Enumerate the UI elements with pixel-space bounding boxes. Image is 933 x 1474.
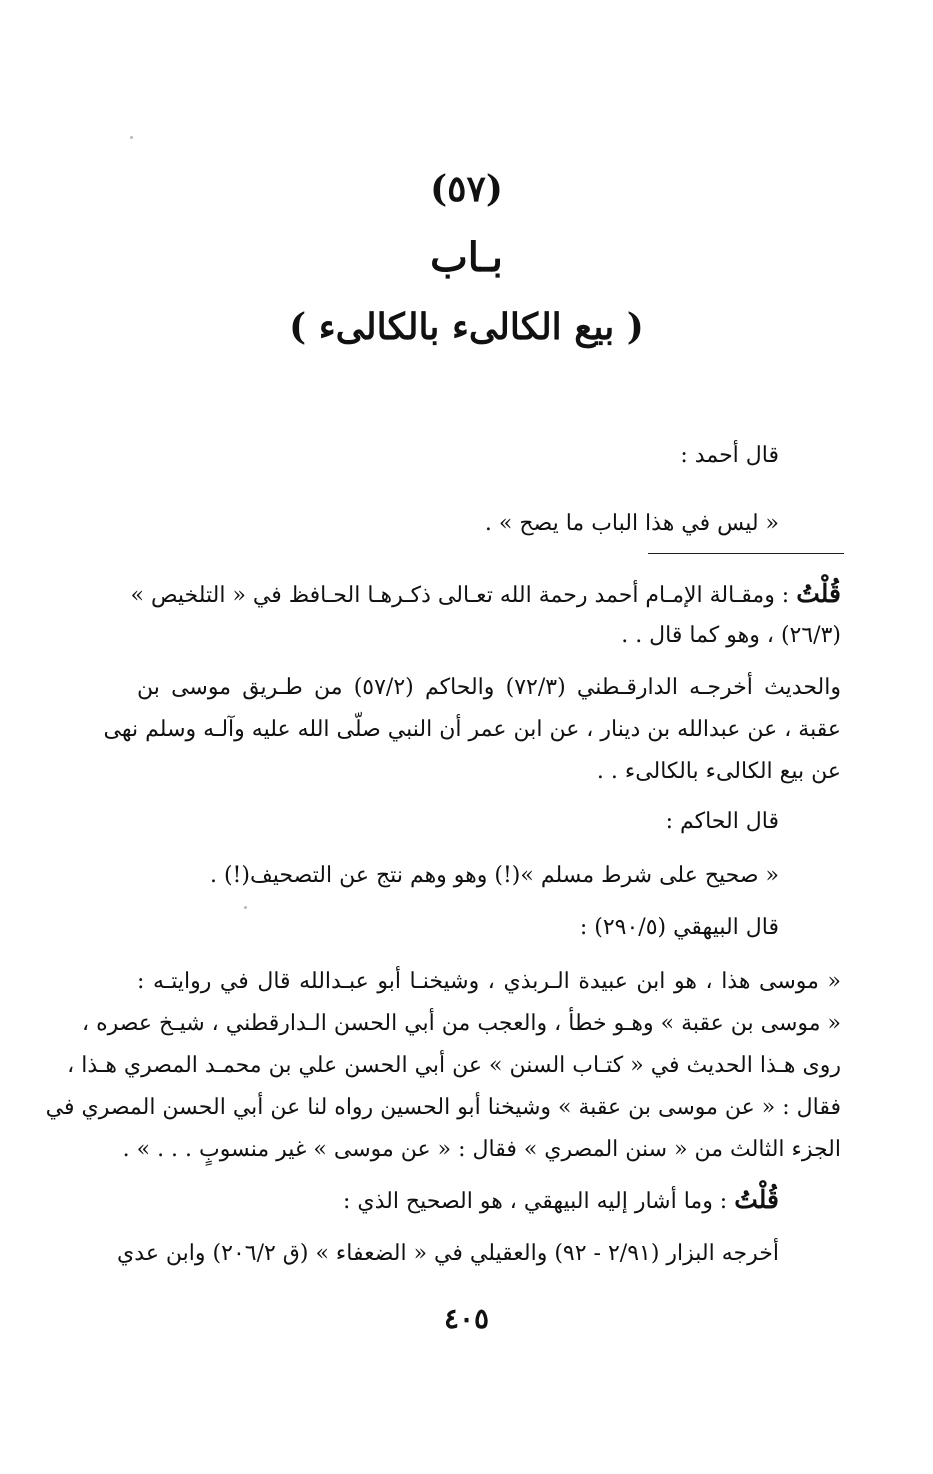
para2-line1: والحديث أخرجـه الدارقـطني (٧٢/٣) والحاكم (٥٧/٢) من طـريق موسى بن bbox=[137, 675, 841, 700]
para3 bbox=[343, 1184, 779, 1218]
bayhaqi-quote-line3: روى هـذا الحديث في « كتـاب السنن » عن أبي الحسن علي بن محمـد المصري هـذا ، bbox=[67, 1053, 841, 1078]
qult-label: قُلْتُ bbox=[734, 1185, 779, 1214]
bayhaqi-quote-line4: فقال : « عن موسى بن عقبة » وشيخنا أبو الحسين رواه لنا عن أبي الحسن المصري في bbox=[45, 1095, 841, 1120]
hakim-quote: « صحيح على شرط مسلم »(!) وهو وهم نتج عن التصحيف(!) . bbox=[209, 863, 779, 888]
last-line: أخرجه البزار (٢/٩١ - ٩٢) والعقيلي في « الضعفاء » (ق ٢٠٦/٢) وابن عدي bbox=[117, 1241, 779, 1266]
para3-text: : وما أشار إليه البيهقي ، هو الصحيح الذي : bbox=[342, 1189, 735, 1214]
scan-speck bbox=[244, 906, 247, 909]
ahmad-intro: قال أحمد : bbox=[680, 443, 779, 468]
chapter-title: ( بيع الكالىء بالكالىء ) bbox=[289, 306, 644, 348]
scan-speck bbox=[130, 136, 133, 139]
section-divider bbox=[648, 553, 844, 554]
chapter-number: (٥٧) bbox=[430, 168, 503, 210]
hakim-intro: قال الحاكم : bbox=[665, 809, 779, 834]
para2-line3: عن بيع الكالىء بالكالىء . . bbox=[596, 759, 841, 784]
para1-line2: (٢٦/٣) ، وهو كما قال . . bbox=[621, 623, 841, 648]
bayhaqi-quote-line5: الجزء الثالث من « سنن المصري » فقال : « عن موسى » غير منسوبٍ . . . » . bbox=[122, 1137, 841, 1162]
ahmad-quote: « ليس في هذا الباب ما يصح » . bbox=[484, 511, 779, 536]
bayhaqi-intro: قال البيهقي (٢٩٠/٥) : bbox=[579, 915, 779, 940]
bayhaqi-quote-line1: « موسى هذا ، هو ابن عبيدة الـربذي ، وشيخنـا أبو عبـدالله قال في روايتـه : bbox=[137, 969, 841, 994]
chapter-word: بـاب bbox=[430, 234, 503, 281]
qult-label: قُلْتُ bbox=[796, 579, 841, 608]
para1-line1-text: : ومقـالة الإمـام أحمد رحمة الله تعـالى ذكـرهـا الحـافظ في « التلخيص » bbox=[130, 583, 797, 608]
para2-line2: عقبة ، عن عبدالله بن دينار ، عن ابن عمر أن النبي صلّى الله عليه وآلـه وسلم نهى bbox=[103, 717, 841, 742]
para1-line1 bbox=[130, 578, 841, 612]
bayhaqi-quote-line2: « موسى بن عقبة » وهـو خطأ ، والعجب من أبي الحسن الـدارقطني ، شيـخ عصره ، bbox=[82, 1011, 841, 1036]
page-number: ٤٠٥ bbox=[443, 1302, 490, 1335]
